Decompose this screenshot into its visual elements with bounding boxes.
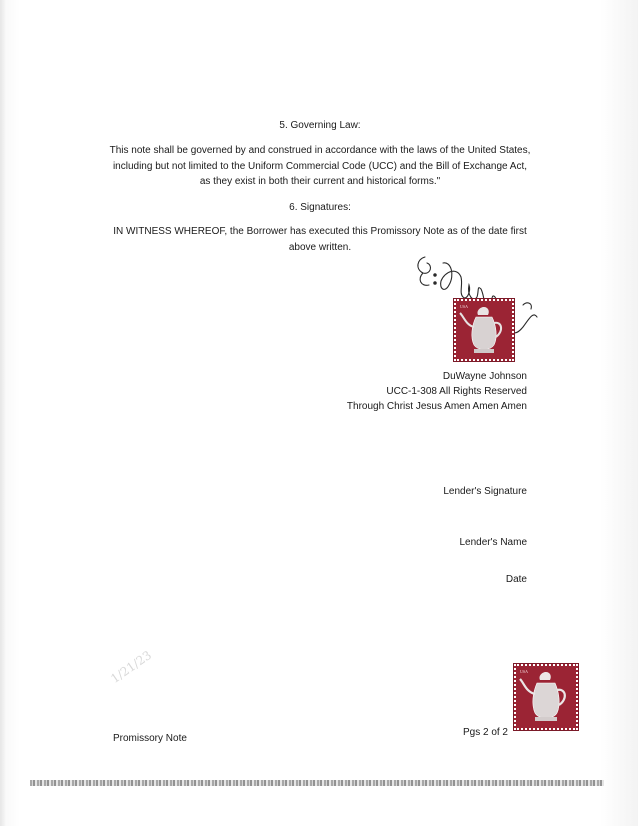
signatures-line-2: above written. [288, 241, 352, 253]
borrower-closing: Through Christ Jesus Amen Amen Amen [346, 401, 527, 412]
borrower-rights: UCC-1-308 All Rights Reserved [386, 386, 527, 397]
governing-law-body [100, 143, 540, 190]
signatures-line-1: IN WITNESS WHEREOF, the Borrower has executed this Promissory Note as of the date first [113, 226, 527, 237]
footer-page-count: Pgs 2 of 2 [462, 727, 508, 738]
faint-bleedthrough-mark: 1/21/23 [108, 647, 155, 687]
lender-date-label: Date [505, 574, 527, 585]
postage-stamp-lower [514, 664, 578, 730]
footer-left: Promissory Note [113, 733, 187, 744]
governing-law-line-3: as they exist in both their current and historical forms." [199, 176, 441, 187]
governing-law-line-1: This note shall be governed by and construed in accordance with the laws of the United States, [109, 145, 531, 156]
teapot-icon [516, 666, 576, 728]
page-edge-shadow [0, 0, 6, 826]
governing-law-heading: 5. Governing Law: [279, 120, 361, 131]
lender-name-label: Lender's Name [459, 537, 527, 548]
postage-stamp-upper [454, 299, 514, 361]
scan-bottom-strip [30, 780, 604, 786]
stamp-upper-text: USA [460, 304, 469, 309]
teapot-icon [456, 301, 512, 359]
stamp-lower-text: USA [520, 669, 529, 674]
borrower-name: DuWayne Johnson [442, 371, 527, 382]
governing-law-line-2: including but not limited to the Uniform Commercial Code (UCC) and the Bill of Exchange Act, [112, 160, 528, 172]
lender-signature-label: Lender's Signature [443, 486, 527, 497]
signatures-heading: 6. Signatures: [289, 202, 351, 213]
